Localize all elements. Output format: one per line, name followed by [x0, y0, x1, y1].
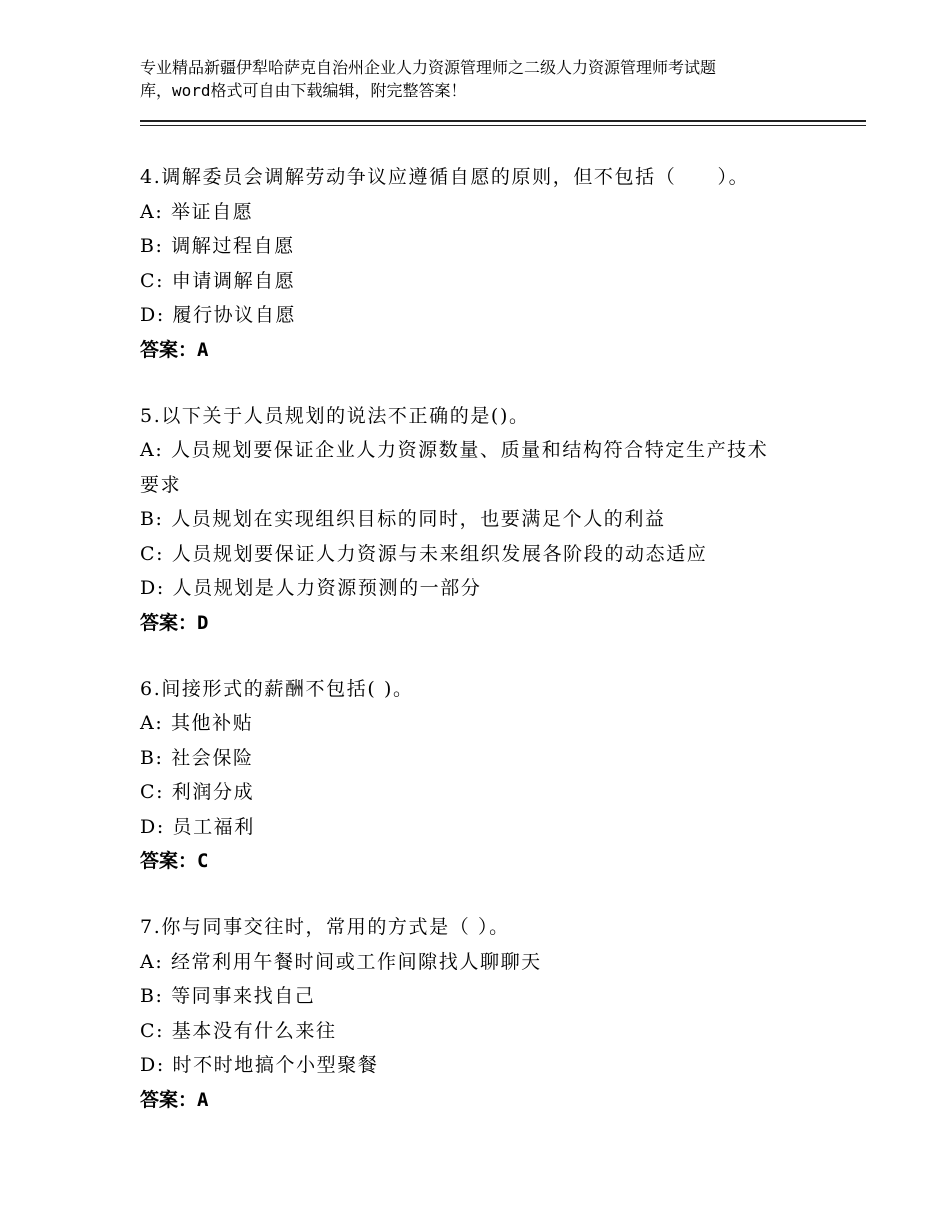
option-b: B: 人员规划在实现组织目标的同时，也要满足个人的利益: [140, 508, 666, 530]
question-stem: 5.以下关于人员规划的说法不正确的是()。: [140, 404, 530, 427]
question-list: [140, 160, 840, 1149]
answer-label: 答案：: [140, 611, 198, 634]
answer-value: A: [197, 338, 209, 361]
question-stem: 4.调解委员会调解劳动争议应遵循自愿的原则，但不包括（ ）。: [140, 166, 750, 188]
answer-value: A: [197, 1088, 209, 1111]
option-d: D: 人员规划是人力资源预测的一部分: [140, 577, 482, 599]
question-5: [140, 399, 840, 640]
option-c: C: 基本没有什么来往: [140, 1019, 337, 1042]
answer-label: 答案：: [140, 850, 198, 872]
option-d: D: 履行协议自愿: [140, 304, 297, 326]
answer-line: [140, 606, 840, 640]
header-divider-bottom: [140, 125, 866, 126]
answer-value: D: [197, 611, 209, 634]
option-c: C: 人员规划要保证人力资源与未来组织发展各阶段的动态适应: [140, 542, 708, 565]
option-b: B: 等同事来找自己: [140, 985, 316, 1007]
question-4: [140, 160, 840, 367]
question-6: [140, 672, 840, 879]
answer-line: [140, 333, 840, 367]
question-stem: 6.间接形式的薪酬不包括( )。: [140, 677, 414, 700]
header-divider-top: [140, 120, 866, 122]
answer-value: C: [197, 850, 209, 872]
option-a: A: 人员规划要保证企业人力资源数量、质量和结构符合特定生产技术: [140, 439, 769, 461]
option-d: D: 时不时地搞个小型聚餐: [140, 1054, 379, 1076]
answer-line: [140, 1083, 840, 1117]
header-line-2: 库，word格式可自由下载编辑，附完整答案！: [140, 81, 467, 100]
question-7: [140, 910, 840, 1117]
option-a: A: 举证自愿: [140, 200, 254, 223]
option-a-continuation: 要求: [140, 473, 182, 496]
option-a: A: 其他补贴: [140, 712, 254, 734]
header-line-1: 专业精品新疆伊犁哈萨克自治州企业人力资源管理师之二级人力资源管理师考试题: [140, 58, 717, 77]
option-a: A: 经常利用午餐时间或工作间隙找人聊聊天: [140, 950, 542, 973]
option-b: B: 社会保险: [140, 746, 254, 769]
option-b: B: 调解过程自愿: [140, 235, 295, 257]
option-d: D: 员工福利: [140, 815, 255, 838]
document-header: [140, 56, 830, 102]
answer-line: [140, 844, 840, 878]
option-c: C: 申请调解自愿: [140, 269, 296, 292]
question-stem: 7.你与同事交往时，常用的方式是（ ）。: [140, 916, 510, 938]
option-c: C: 利润分成: [140, 781, 255, 803]
answer-label: 答案：: [140, 338, 198, 361]
answer-label: 答案：: [140, 1088, 198, 1111]
